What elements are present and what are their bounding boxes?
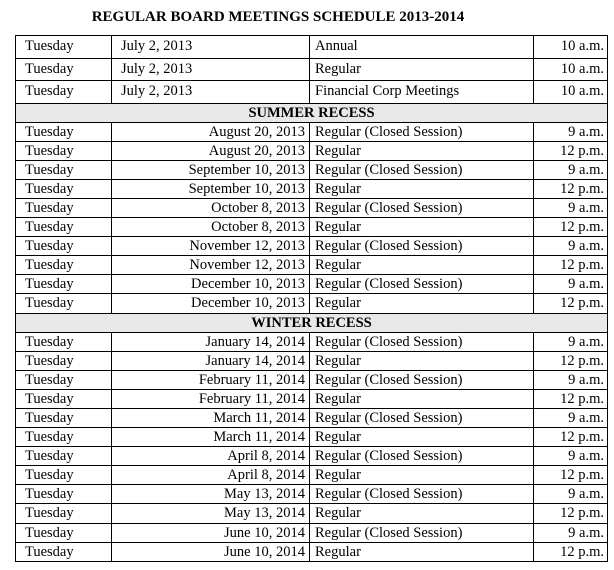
- table-row: [16, 466, 608, 485]
- time-cell: 9 a.m.: [534, 275, 608, 294]
- date-cell: January 14, 2014: [112, 332, 310, 351]
- meeting-type-cell: Regular (Closed Session): [310, 198, 534, 217]
- date-cell: September 10, 2013: [112, 179, 310, 198]
- meeting-type-cell: Regular (Closed Session): [310, 485, 534, 504]
- day-cell: Tuesday: [16, 485, 112, 504]
- day-cell: Tuesday: [16, 504, 112, 523]
- day-cell: Tuesday: [16, 447, 112, 466]
- table-row: [16, 370, 608, 389]
- day-cell: Tuesday: [16, 81, 112, 104]
- day-cell: Tuesday: [16, 332, 112, 351]
- table-row: [16, 160, 608, 179]
- time-cell: 9 a.m.: [534, 409, 608, 428]
- date-cell: October 8, 2013: [112, 198, 310, 217]
- meeting-type-cell: Regular: [310, 466, 534, 485]
- meeting-type-cell: Regular (Closed Session): [310, 370, 534, 389]
- date-cell: December 10, 2013: [112, 275, 310, 294]
- table-row: [16, 504, 608, 523]
- summer-recess-row: [16, 103, 608, 122]
- meeting-type-cell: Regular (Closed Session): [310, 237, 534, 256]
- time-cell: 9 a.m.: [534, 523, 608, 542]
- date-cell: August 20, 2013: [112, 122, 310, 141]
- table-row: [16, 36, 608, 59]
- day-cell: Tuesday: [16, 466, 112, 485]
- time-cell: 12 p.m.: [534, 141, 608, 160]
- day-cell: Tuesday: [16, 256, 112, 275]
- date-cell: November 12, 2013: [112, 237, 310, 256]
- time-cell: 9 a.m.: [534, 485, 608, 504]
- time-cell: 10 a.m.: [534, 58, 608, 81]
- date-cell: April 8, 2014: [112, 447, 310, 466]
- meeting-type-cell: Regular (Closed Session): [310, 447, 534, 466]
- table-row: [16, 237, 608, 256]
- day-cell: Tuesday: [16, 58, 112, 81]
- time-cell: 9 a.m.: [534, 447, 608, 466]
- table-row: [16, 275, 608, 294]
- time-cell: 12 p.m.: [534, 179, 608, 198]
- schedule-table: [15, 35, 608, 562]
- recess-label: WINTER RECESS: [16, 313, 608, 332]
- table-row: [16, 256, 608, 275]
- table-row: [16, 179, 608, 198]
- date-cell: June 10, 2014: [112, 523, 310, 542]
- meeting-type-cell: Financial Corp Meetings: [310, 81, 534, 104]
- day-cell: Tuesday: [16, 36, 112, 59]
- time-cell: 9 a.m.: [534, 122, 608, 141]
- meeting-type-cell: Regular: [310, 428, 534, 447]
- day-cell: Tuesday: [16, 122, 112, 141]
- date-cell: September 10, 2013: [112, 160, 310, 179]
- meeting-type-cell: Regular: [310, 294, 534, 313]
- meeting-type-cell: Regular (Closed Session): [310, 122, 534, 141]
- table-row: [16, 523, 608, 542]
- day-cell: Tuesday: [16, 237, 112, 256]
- date-cell: February 11, 2014: [112, 370, 310, 389]
- time-cell: 9 a.m.: [534, 370, 608, 389]
- meeting-type-cell: Regular: [310, 179, 534, 198]
- meeting-type-cell: Regular (Closed Session): [310, 523, 534, 542]
- date-cell: August 20, 2013: [112, 141, 310, 160]
- page-title: REGULAR BOARD MEETINGS SCHEDULE 2013-2014: [91, 9, 465, 25]
- table-row: [16, 447, 608, 466]
- meeting-type-cell: Regular (Closed Session): [310, 160, 534, 179]
- date-cell: July 2, 2013: [112, 36, 310, 59]
- table-row: [16, 332, 608, 351]
- day-cell: Tuesday: [16, 179, 112, 198]
- time-cell: 12 p.m.: [534, 504, 608, 523]
- date-cell: May 13, 2014: [112, 485, 310, 504]
- day-cell: Tuesday: [16, 351, 112, 370]
- meeting-type-cell: Regular: [310, 141, 534, 160]
- meeting-type-cell: Regular: [310, 389, 534, 408]
- time-cell: 12 p.m.: [534, 256, 608, 275]
- time-cell: 12 p.m.: [534, 389, 608, 408]
- day-cell: Tuesday: [16, 542, 112, 561]
- day-cell: Tuesday: [16, 141, 112, 160]
- meeting-type-cell: Annual: [310, 36, 534, 59]
- table-row: [16, 218, 608, 237]
- time-cell: 9 a.m.: [534, 332, 608, 351]
- table-row: [16, 409, 608, 428]
- date-cell: March 11, 2014: [112, 428, 310, 447]
- winter-recess-row: [16, 313, 608, 332]
- meeting-type-cell: Regular (Closed Session): [310, 275, 534, 294]
- day-cell: Tuesday: [16, 218, 112, 237]
- day-cell: Tuesday: [16, 389, 112, 408]
- date-cell: May 13, 2014: [112, 504, 310, 523]
- meeting-type-cell: Regular: [310, 58, 534, 81]
- date-cell: April 8, 2014: [112, 466, 310, 485]
- time-cell: 12 p.m.: [534, 218, 608, 237]
- day-cell: Tuesday: [16, 370, 112, 389]
- table-row: [16, 351, 608, 370]
- date-cell: December 10, 2013: [112, 294, 310, 313]
- table-row: [16, 542, 608, 561]
- date-cell: October 8, 2013: [112, 218, 310, 237]
- day-cell: Tuesday: [16, 294, 112, 313]
- table-row: [16, 198, 608, 217]
- time-cell: 12 p.m.: [534, 351, 608, 370]
- time-cell: 10 a.m.: [534, 81, 608, 104]
- time-cell: 9 a.m.: [534, 160, 608, 179]
- date-cell: February 11, 2014: [112, 389, 310, 408]
- table-row: [16, 428, 608, 447]
- day-cell: Tuesday: [16, 409, 112, 428]
- date-cell: November 12, 2013: [112, 256, 310, 275]
- time-cell: 12 p.m.: [534, 294, 608, 313]
- time-cell: 12 p.m.: [534, 542, 608, 561]
- date-cell: July 2, 2013: [112, 58, 310, 81]
- date-cell: March 11, 2014: [112, 409, 310, 428]
- time-cell: 10 a.m.: [534, 36, 608, 59]
- table-row: [16, 389, 608, 408]
- date-cell: July 2, 2013: [112, 81, 310, 104]
- day-cell: Tuesday: [16, 160, 112, 179]
- table-row: [16, 294, 608, 313]
- recess-label: SUMMER RECESS: [16, 103, 608, 122]
- time-cell: 9 a.m.: [534, 198, 608, 217]
- day-cell: Tuesday: [16, 275, 112, 294]
- meeting-type-cell: Regular: [310, 351, 534, 370]
- meeting-type-cell: Regular: [310, 256, 534, 275]
- meeting-type-cell: Regular: [310, 542, 534, 561]
- time-cell: 12 p.m.: [534, 428, 608, 447]
- meeting-type-cell: Regular (Closed Session): [310, 332, 534, 351]
- day-cell: Tuesday: [16, 428, 112, 447]
- table-row: [16, 81, 608, 104]
- day-cell: Tuesday: [16, 523, 112, 542]
- table-row: [16, 122, 608, 141]
- meeting-type-cell: Regular: [310, 504, 534, 523]
- table-row: [16, 141, 608, 160]
- meeting-type-cell: Regular (Closed Session): [310, 409, 534, 428]
- time-cell: 12 p.m.: [534, 466, 608, 485]
- date-cell: January 14, 2014: [112, 351, 310, 370]
- schedule-body: [16, 36, 608, 562]
- day-cell: Tuesday: [16, 198, 112, 217]
- table-row: [16, 485, 608, 504]
- table-row: [16, 58, 608, 81]
- time-cell: 9 a.m.: [534, 237, 608, 256]
- date-cell: June 10, 2014: [112, 542, 310, 561]
- meeting-type-cell: Regular: [310, 218, 534, 237]
